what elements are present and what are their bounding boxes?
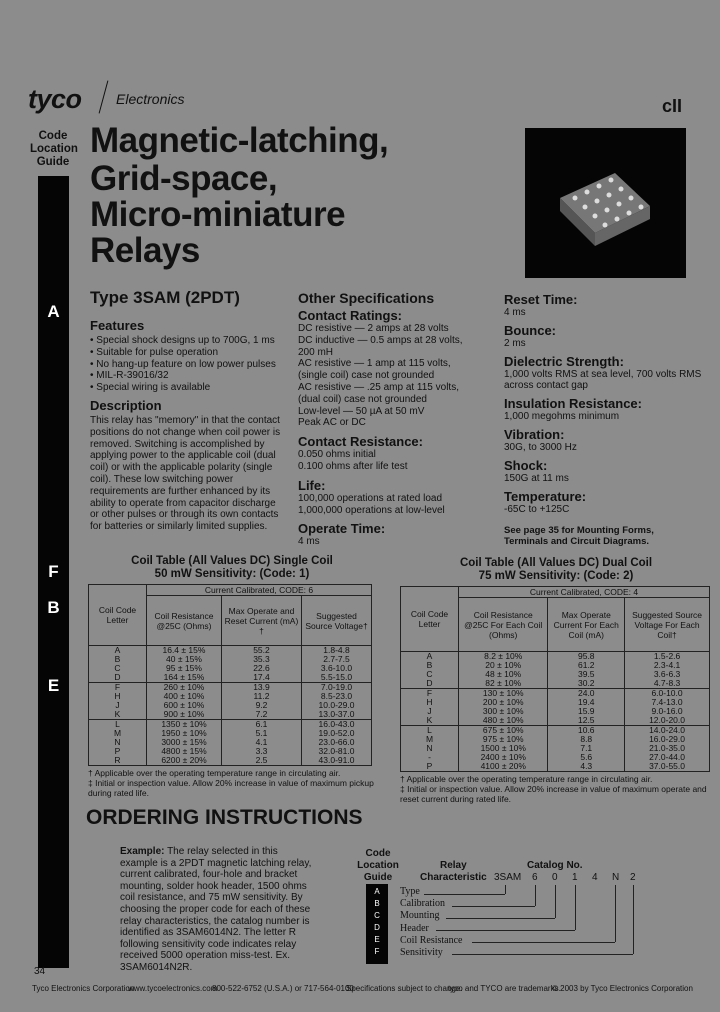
table-cell: 19.4 <box>548 698 625 707</box>
table-cell: 12.5 <box>548 716 625 726</box>
dual-coil-title: Coil Table (All Values DC) Dual Coil 75 mW Sensitivity: (Code: 2) <box>459 557 653 582</box>
table-cell: 4.1 <box>221 738 301 747</box>
table-cell: 40 ± 15% <box>147 655 222 664</box>
catalog-part: 6 <box>532 872 538 883</box>
features-section <box>90 318 290 394</box>
table-cell: 21.0-35.0 <box>625 744 710 753</box>
table-cell: 3.6-10.0 <box>302 664 372 673</box>
table-cell: 9.2 <box>221 701 301 710</box>
table-cell: 95.8 <box>548 652 625 662</box>
description-section <box>90 398 286 533</box>
catalog-part: 4 <box>592 872 598 883</box>
table-cell: 16.0-43.0 <box>302 720 372 730</box>
footer-phone: 800-522-6752 (U.S.A.) or 717-564-0100 <box>212 984 354 993</box>
table-cell: F <box>89 683 147 693</box>
table-cell: 19.0-52.0 <box>302 729 372 738</box>
ordering-row-type: Type <box>400 886 420 897</box>
table-cell: 3000 ± 15% <box>147 738 222 747</box>
table-cell: 480 ± 10% <box>459 716 548 726</box>
table-cell: N <box>401 744 459 753</box>
table-cell: N <box>89 738 147 747</box>
catalog-part: 1 <box>572 872 578 883</box>
table-cell: 2.5 <box>221 756 301 766</box>
ordering-code-guide: Code Location Guide <box>357 848 399 883</box>
table-cell: 15.9 <box>548 707 625 716</box>
table-cell: 5.6 <box>548 753 625 762</box>
feature-item: • No hang-up feature on low power pulses <box>90 359 290 371</box>
table-cell: 975 ± 10% <box>459 735 548 744</box>
code-location-guide: Code Location Guide <box>30 130 78 168</box>
dual-coil-table: Coil Code Letter Current Calibrated, CODE: 4 Coil Resistance @25C For Each Coil (Ohms) Max Operate Current For Each Coil (mA) Suggested Source Voltage For Each Coil† A 8.2 ± 10% 95.8 1.5-2.6 B 20 ± 10% 61.2 2.3-4.1 C 48 ± 10% 39.5 3.6-6.3 D 82 ± 10% 30.2 4.7-8.3 F 130 ± 10% 24.0 6.0-10.0 H 200 ± 10% 19.4 7.4-13.0 J 300 ± 10% 15.9 9.0-16.0 K 480 ± 10% 12.5 12.0-20.0 L 675 ± 10% 10.6 14.0-24.0 M 975 ± 10% 8.8 16.0-29.0 N 1500 ± 10% 7.1 21.0-35.0 - 2400 ± 10% 5.6 27.0-44.0 P 4100 ± 20% 4.3 37.0-55.0 <box>400 586 710 772</box>
table-cell: 61.2 <box>548 661 625 670</box>
table-cell: A <box>401 652 459 662</box>
table-cell: 3.6-6.3 <box>625 670 710 679</box>
table-cell: 10.6 <box>548 726 625 736</box>
footer-copyright: © 2003 by Tyco Electronics Corporation <box>552 984 693 993</box>
table-cell: 17.4 <box>221 673 301 683</box>
table-cell: 4.7-8.3 <box>625 679 710 689</box>
table-cell: M <box>89 729 147 738</box>
ordering-row-sensitivity: Sensitivity <box>400 947 443 959</box>
table-cell: 8.8 <box>548 735 625 744</box>
table-cell: 27.0-44.0 <box>625 753 710 762</box>
table-cell: 10.0-29.0 <box>302 701 372 710</box>
table-cell: 37.0-55.0 <box>625 762 710 772</box>
table-cell: F <box>401 689 459 699</box>
table-cell: 9.0-16.0 <box>625 707 710 716</box>
table-cell: 7.2 <box>221 710 301 720</box>
table-cell: 900 ± 10% <box>147 710 222 720</box>
catalog-part: 3SAM <box>494 872 522 883</box>
sidebar-letter-e: E <box>47 676 60 695</box>
features-heading: Features <box>90 318 145 333</box>
table-cell: D <box>89 673 147 683</box>
table-cell: 2400 ± 10% <box>459 753 548 762</box>
single-coil-section <box>88 555 376 798</box>
table-cell: K <box>401 716 459 726</box>
code-sidebar <box>38 176 69 968</box>
logo-divider <box>99 80 109 113</box>
table-cell: 300 ± 10% <box>459 707 548 716</box>
sidebar-letter-f: F <box>48 562 59 581</box>
ordering-row-mounting: Mounting <box>400 910 440 922</box>
table-cell: 12.0-20.0 <box>625 716 710 726</box>
table-cell: 6.0-10.0 <box>625 689 710 699</box>
relay-characteristic-header: Relay Characteristic <box>420 860 487 883</box>
table-cell: 5.5-15.0 <box>302 673 372 683</box>
right-specifications: Reset Time: 4 ms Bounce: 2 ms Dielectric Strength: 1,000 volts RMS at sea level, 700 volts RMS across contact gap Insulation Resistance: 1,000 megohms minimum Vibration: 30G, to 3000 Hz Shock: 150G at 11 ms Temperature: -65C to +125C See page 35 for Mounting Forms, Terminals and Circuit Diagrams. <box>504 292 716 547</box>
table-cell: 7.1 <box>548 744 625 753</box>
sidebar-letter-a: A <box>47 302 60 321</box>
table-cell: 1.8-4.8 <box>302 646 372 656</box>
table-cell: A <box>89 646 147 656</box>
table-cell: 6.1 <box>221 720 301 730</box>
table-cell: 6200 ± 20% <box>147 756 222 766</box>
table-cell: 30.2 <box>548 679 625 689</box>
table-cell: 8.5-23.0 <box>302 692 372 701</box>
table-cell: 8.2 ± 10% <box>459 652 548 662</box>
description-text: This relay has "memory" in that the contact positions do not change when coil power is removed. Switching is accomplished by applying power to the applicable coil (dual coil) or with the applicable polarity (single coil). These low switching power requirements are further enhanced by its ability to operate from capacitor discharge or other pulses or through its own contacts for batteries or similarly limited supplies. <box>90 415 281 533</box>
table-cell: 35.3 <box>221 655 301 664</box>
table-cell: R <box>89 756 147 766</box>
table-cell: H <box>401 698 459 707</box>
table-cell: 11.2 <box>221 692 301 701</box>
table-cell: 3.3 <box>221 747 301 756</box>
catalog-part: 0 <box>552 872 558 883</box>
table-cell: 1500 ± 10% <box>459 744 548 753</box>
ordering-example: Example: The relay selected in this example is a 2PDT magnetic latching relay, current calibrated, four-hole and bracket mounting, solder hook header, 1500 ohms coil resistance, and 75 mW sensitivity. By choosing the proper code for each of these relay characteristics, the catalog number is identified as 3SAM6014N2. The letter R following sensitivity code indicates relay received 5000 operation miss-test. Ex. 3SAM6014N2R. <box>120 846 312 973</box>
table-cell: P <box>89 747 147 756</box>
single-coil-notes: † Applicable over the operating temperature range in circulating air. ‡ Initial or inspection value. Allow 20% increase in value of maximum pickup during rated life. <box>88 768 374 798</box>
table-cell: 13.0-37.0 <box>302 710 372 720</box>
table-cell: J <box>89 701 147 710</box>
table-cell: B <box>401 661 459 670</box>
ordering-row-calibration: Calibration <box>400 898 445 910</box>
see-page-note: See page 35 for Mounting Forms, Terminals and Circuit Diagrams. <box>504 525 654 548</box>
ordering-rows <box>400 886 463 959</box>
table-cell: 14.0-24.0 <box>625 726 710 736</box>
single-coil-table: Coil Code Letter Current Calibrated, CODE: 6 Coil Resistance @25C (Ohms) Max Operate and Reset Current (mA) † Suggested Source Voltage† A 16.4 ± 15% 55.2 1.8-4.8 B 40 ± 15% 35.3 2.7-7.5 C 95 ± 15% 22.6 3.6-10.0 D 164 ± 15% 17.4 5.5-15.0 F 260 ± 10% 13.9 7.0-19.0 H 400 ± 10% 11.2 8.5-23.0 J 600 ± 10% 9.2 10.0-29.0 K 900 ± 10% 7.2 13.0-37.0 L 1350 ± 10% 6.1 16.0-43.0 M 1950 ± 10% 5.1 19.0-52.0 N 3000 ± 15% 4.1 23.0-66.0 P 4800 ± 15% 3.3 32.0-81.0 R 6200 ± 20% 2.5 43.0-91.0 <box>88 584 372 766</box>
table-cell: 24.0 <box>548 689 625 699</box>
certification-mark: cII <box>662 96 683 116</box>
table-cell: 7.4-13.0 <box>625 698 710 707</box>
table-cell: 7.0-19.0 <box>302 683 372 693</box>
dual-coil-section <box>400 557 712 804</box>
footer-specs-note: Specifications subject to change. <box>346 984 463 993</box>
ordering-code-bar: A B C D E F <box>366 884 388 964</box>
table-cell: 1350 ± 10% <box>147 720 222 730</box>
table-cell: D <box>401 679 459 689</box>
table-cell: 400 ± 10% <box>147 692 222 701</box>
other-specifications: Other Specifications Contact Ratings: DC resistive — 2 amps at 28 volts DC inductive — 0.5 amps at 28 volts, 200 mH AC resistive — 1 amp at 115 volts, (single coil) case not grounded AC resistive — .25 amp at 115 volts, (dual coil) case not grounded Low-level — 50 µA at 50 mV Peak AC or DC Contact Resistance: 0.050 ohms initial 0.100 ohms after life test Life: 100,000 operations at rated load 1,000,000 operations at low-level Operate Time: 4 ms <box>298 290 498 548</box>
table-cell: 82 ± 10% <box>459 679 548 689</box>
feature-item: • Special shock designs up to 700G, 1 ms <box>90 335 290 347</box>
table-cell: C <box>89 664 147 673</box>
catalog-part: N <box>612 872 620 883</box>
table-cell: 675 ± 10% <box>459 726 548 736</box>
table-cell: 32.0-81.0 <box>302 747 372 756</box>
table-cell: L <box>401 726 459 736</box>
other-specs-heading: Other Specifications <box>298 290 435 306</box>
table-cell: 23.0-66.0 <box>302 738 372 747</box>
table-cell: 260 ± 10% <box>147 683 222 693</box>
table-cell: 4100 ± 20% <box>459 762 548 772</box>
table-cell: 4.3 <box>548 762 625 772</box>
table-cell: 164 ± 15% <box>147 673 222 683</box>
table-cell: 16.0-29.0 <box>625 735 710 744</box>
ordering-row-header: Header <box>400 922 429 934</box>
table-cell: 13.9 <box>221 683 301 693</box>
table-cell: 22.6 <box>221 664 301 673</box>
table-cell: 55.2 <box>221 646 301 656</box>
catalog-part: 2 <box>630 872 636 883</box>
footer-website: www.tycoelectronics.com <box>128 984 218 993</box>
table-cell: 600 ± 10% <box>147 701 222 710</box>
life-spec: 100,000 operations at rated load 1,000,000 operations at low-level <box>298 492 445 516</box>
feature-item: • MIL-R-39016/32 <box>90 370 290 382</box>
table-cell: 39.5 <box>548 670 625 679</box>
table-cell: 1950 ± 10% <box>147 729 222 738</box>
table-cell: 48 ± 10% <box>459 670 548 679</box>
table-cell: C <box>401 670 459 679</box>
type-heading: Type 3SAM (2PDT) <box>90 288 240 307</box>
table-cell: M <box>401 735 459 744</box>
tyco-logo: tyco <box>28 84 82 114</box>
single-coil-title: Coil Table (All Values DC) Single Coil 50 mW Sensitivity: (Code: 1) <box>131 555 333 580</box>
footer-company: Tyco Electronics Corporation <box>32 984 135 993</box>
feature-item: • Special wiring is available <box>90 382 290 394</box>
sidebar-letter-b: B <box>47 598 60 617</box>
features-list <box>90 335 290 394</box>
table-cell: P <box>401 762 459 772</box>
table-cell: 4800 ± 15% <box>147 747 222 756</box>
contact-resistance: 0.050 ohms initial 0.100 ohms after life test <box>298 449 408 472</box>
table-row <box>401 762 710 772</box>
table-cell: J <box>401 707 459 716</box>
feature-item: • Suitable for pulse operation <box>90 347 290 359</box>
table-cell: 20 ± 10% <box>459 661 548 670</box>
table-cell: K <box>89 710 147 720</box>
table-cell: 5.1 <box>221 729 301 738</box>
table-cell: 200 ± 10% <box>459 698 548 707</box>
ordering-heading: ORDERING INSTRUCTIONS <box>86 806 363 829</box>
table-cell: B <box>89 655 147 664</box>
ordering-row-coil-resistance: Coil Resistance <box>400 934 463 946</box>
table-cell: 2.3-4.1 <box>625 661 710 670</box>
table-row <box>89 756 372 766</box>
table-cell: L <box>89 720 147 730</box>
page-number: 34 <box>34 966 46 977</box>
operate-time: 4 ms <box>298 536 320 548</box>
contact-ratings: DC resistive — 2 amps at 28 volts DC inductive — 0.5 amps at 28 volts, 200 mH AC resistive — 1 amp at 115 volts, (single coil) case not grounded AC resistive — .25 amp at 115 volts, (dual coil) case not grounded Low-level — 50 µA at 50 mV Peak AC or DC <box>298 323 463 429</box>
table-cell: 2.7-7.5 <box>302 655 372 664</box>
catalog-no-header: Catalog No. <box>527 860 583 871</box>
brand-subtitle: Electronics <box>116 91 185 107</box>
table-cell: 43.0-91.0 <box>302 756 372 766</box>
table-cell: 95 ± 15% <box>147 664 222 673</box>
table-cell: 16.4 ± 15% <box>147 646 222 656</box>
relay-photo <box>525 128 686 278</box>
description-heading: Description <box>90 398 162 413</box>
table-cell: - <box>401 753 459 762</box>
table-cell: H <box>89 692 147 701</box>
dual-coil-notes: † Applicable over the operating temperature range in circulating air. ‡ Initial or inspection value. Allow 20% increase in value of maximum operate and reset current during rated life. <box>400 774 707 804</box>
table-cell: 130 ± 10% <box>459 689 548 699</box>
table-cell: 1.5-2.6 <box>625 652 710 662</box>
footer-trademark: tyco and TYCO are trademarks. <box>448 984 561 993</box>
